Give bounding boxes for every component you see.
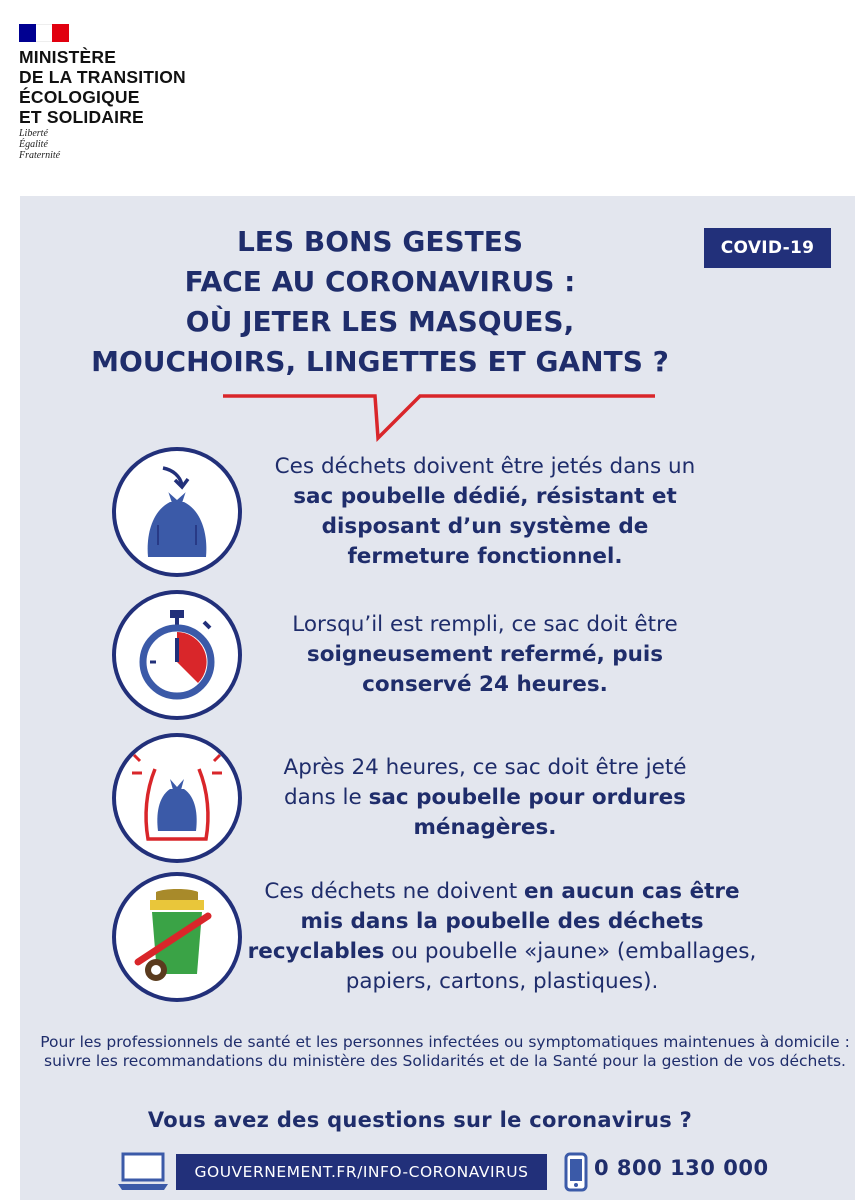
step-3 (110, 731, 838, 865)
step-2-text: Lorsqu’il est rempli, ce sac doit être soigneusement refermé, puis conservé 24 heures. (292, 612, 678, 697)
header (0, 0, 855, 195)
trash-bag-icon (110, 445, 244, 579)
hotline-number[interactable]: 0 800 130 000 (594, 1156, 769, 1180)
laptop-icon (117, 1150, 169, 1192)
no-recycling-bin-icon (110, 870, 244, 1004)
poster-title: LES BONS GESTES FACE AU CORONAVIRUS : OÙ JETER LES MASQUES, MOUCHOIRS, LINGETTES ET GANTS ? (91, 225, 669, 378)
stopwatch-icon (110, 588, 244, 722)
step-1-text: Ces déchets doivent être jetés dans un sac poubelle dédié, résistant et disposant d’un système de fermeture fonctionnel. (274, 454, 696, 569)
step-4 (110, 870, 838, 1004)
republic-motto: Liberté Égalité Fraternité (19, 128, 61, 161)
step-4-text: Ces déchets ne doivent en aucun cas être mis dans la poubelle des déchets recyclables ou poubelle «jaune» (emballages, papiers, cartons, plastiques). (247, 879, 757, 994)
info-url-link[interactable]: GOUVERNEMENT.FR/INFO-CORONAVIRUS (176, 1154, 547, 1190)
step-2 (110, 588, 838, 722)
ministry-name: MINISTÈRE DE LA TRANSITION ÉCOLOGIQUE ET SOLIDAIRE (19, 47, 186, 127)
covid-badge: COVID-19 (704, 228, 831, 268)
professionals-footnote: Pour les professionnels de santé et les personnes infectées ou symptomatiques maintenues à domicile : suivre les recommandations du ministère des Solidarités et de la Santé pour la gestion de vos déchets. (40, 1033, 850, 1070)
speech-bubble-icon (215, 388, 665, 444)
phone-icon (564, 1152, 588, 1192)
republic-flag-logo (19, 24, 69, 42)
step-1 (110, 445, 838, 579)
questions-heading: Vous avez des questions sur le coronavirus ? (147, 1108, 693, 1132)
step-3-text: Après 24 heures, ce sac doit être jeté dans le sac poubelle pour ordures ménagères. (283, 755, 687, 840)
bag-in-bag-icon (110, 731, 244, 865)
